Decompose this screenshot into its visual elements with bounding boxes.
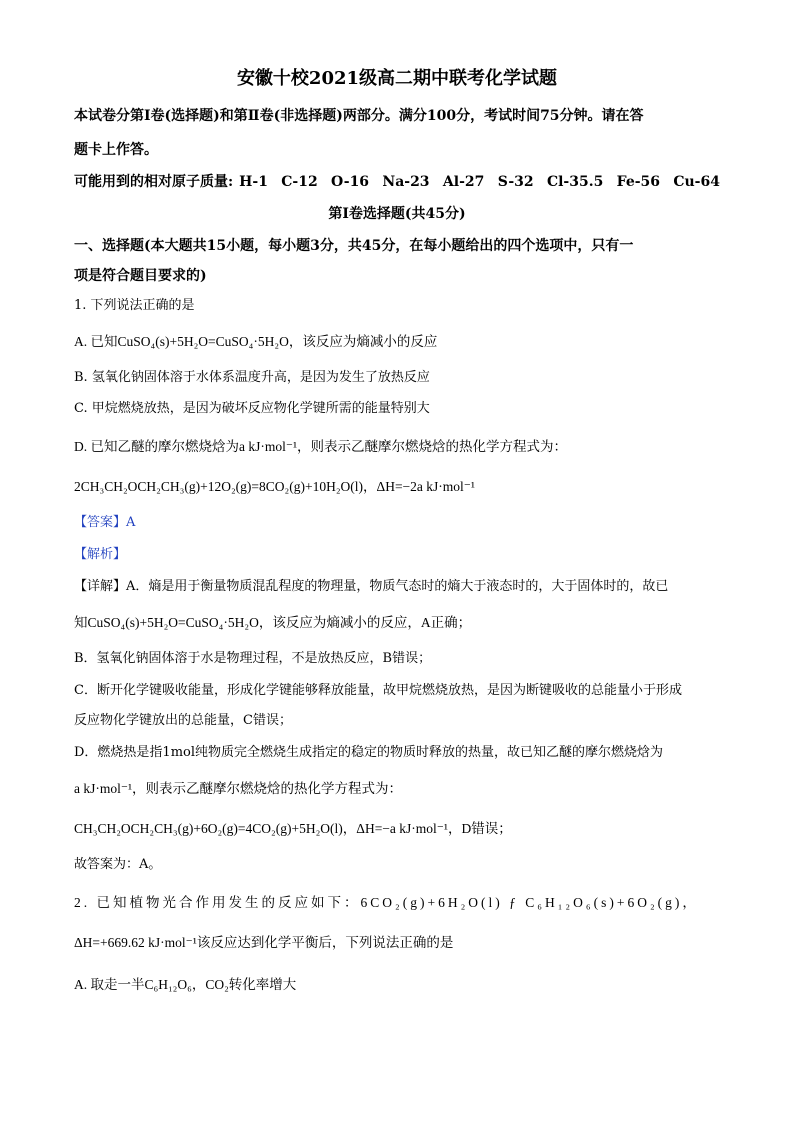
- intro-line-1: 本试卷分第Ⅰ卷(选择题)和第Ⅱ卷(非选择题)两部分。满分100分，考试时间75分钟。请在答: [74, 108, 644, 124]
- mass-item: Al-27: [442, 174, 485, 190]
- detail-line-d2: a kJ·mol⁻¹，则表示乙醚摩尔燃烧焓的热化学方程式为：: [74, 781, 403, 796]
- question-2-stem-line-2: ΔH=+669.62 kJ·mol⁻¹该反应达到化学平衡后，下列说法正确的是: [74, 935, 454, 950]
- detail-line-d-equation: CH₃CH₂OCH₂CH₃(g)+6O₂(g)=4CO₂(g)+5H₂O(l)，ΔH=−a kJ·mol⁻¹，D错误；: [74, 821, 512, 836]
- detail-line-c2: 反应物化学键放出的总能量，C错误；: [74, 713, 292, 728]
- part-heading-line-2: 项是符合题目要求的): [74, 268, 207, 284]
- question-2-option-a: A. 取走一半C₆H₁₂O₆，CO₂转化率增大: [74, 977, 297, 992]
- detail-line-c1: C．断开化学键吸收能量，形成化学键能够释放能量，故甲烷燃烧放热，是因为断键吸收的总能量小于形成: [74, 683, 682, 698]
- question-1-option-d-equation: 2CH₃CH₂OCH₂CH₃(g)+12O₂(g)=8CO₂(g)+10H₂O(l)，ΔH=−2a kJ·mol⁻¹: [74, 479, 475, 494]
- detail-line-1: 【详解】A．熵是用于衡量物质混乱程度的物理量，物质气态时的熵大于液态时的，大于固体时的，故已: [74, 579, 669, 594]
- mass-item: O-16: [331, 174, 370, 190]
- atomic-masses-row: [74, 172, 720, 192]
- atomic-masses-label: 可能用到的相对原子质量:: [74, 174, 234, 190]
- analysis-tag: 【解析】: [74, 547, 127, 562]
- section-title: 第Ⅰ卷选择题(共45分): [328, 206, 466, 222]
- question-1-option-d: D. 已知乙醚的摩尔燃烧焓为a kJ·mol⁻¹，则表示乙醚摩尔燃烧焓的热化学方程式为：: [74, 439, 568, 454]
- question-1-option-c: C. 甲烷燃烧放热，是因为破坏反应物化学键所需的能量特别大: [74, 401, 430, 416]
- atomic-masses-list: [239, 172, 720, 192]
- question-1-option-b: B. 氢氧化钠固体溶于水体系温度升高，是因为发生了放热反应: [74, 370, 430, 385]
- mass-item: S-32: [497, 174, 534, 190]
- part-heading-line-1: 一、选择题(本大题共15小题，每小题3分，共45分，在每小题给出的四个选项中，只有一: [74, 238, 634, 254]
- detail-line-b: B．氢氧化钠固体溶于水是物理过程，不是放热反应，B错误；: [74, 651, 432, 666]
- detail-line-2: 知CuSO₄(s)+5H₂O=CuSO₄·5H₂O，该反应为熵减小的反应，A正确；: [74, 615, 472, 630]
- mass-item: Cu-64: [673, 174, 720, 190]
- intro-line-2: 题卡上作答。: [74, 142, 158, 158]
- question-2-stem-line-1: 2. 已知植物光合作用发生的反应如下：6CO₂(g)+6H₂O(l) ƒ C₆H₁₂O₆(s)+6O₂(g)，: [74, 895, 699, 910]
- conclusion-line: 故答案为：A。: [74, 857, 162, 872]
- mass-item: C-12: [281, 174, 318, 190]
- mass-item: Na-23: [382, 174, 430, 190]
- detail-line-d1: D．燃烧热是指1mol纯物质完全燃烧生成指定的稳定的物质时释放的热量，故已知乙醚的摩尔燃烧焓为: [74, 745, 664, 760]
- mass-item: H-1: [239, 174, 268, 190]
- exam-title: 安徽十校2021级高二期中联考化学试题: [236, 68, 558, 89]
- question-1-stem: 1. 下列说法正确的是: [74, 298, 195, 313]
- question-1-option-a: A. 已知CuSO₄(s)+5H₂O=CuSO₄·5H₂O，该反应为熵减小的反应: [74, 334, 438, 349]
- mass-item: Fe-56: [616, 174, 661, 190]
- mass-item: Cl-35.5: [546, 174, 604, 190]
- answer-tag: 【答案】A: [74, 515, 136, 530]
